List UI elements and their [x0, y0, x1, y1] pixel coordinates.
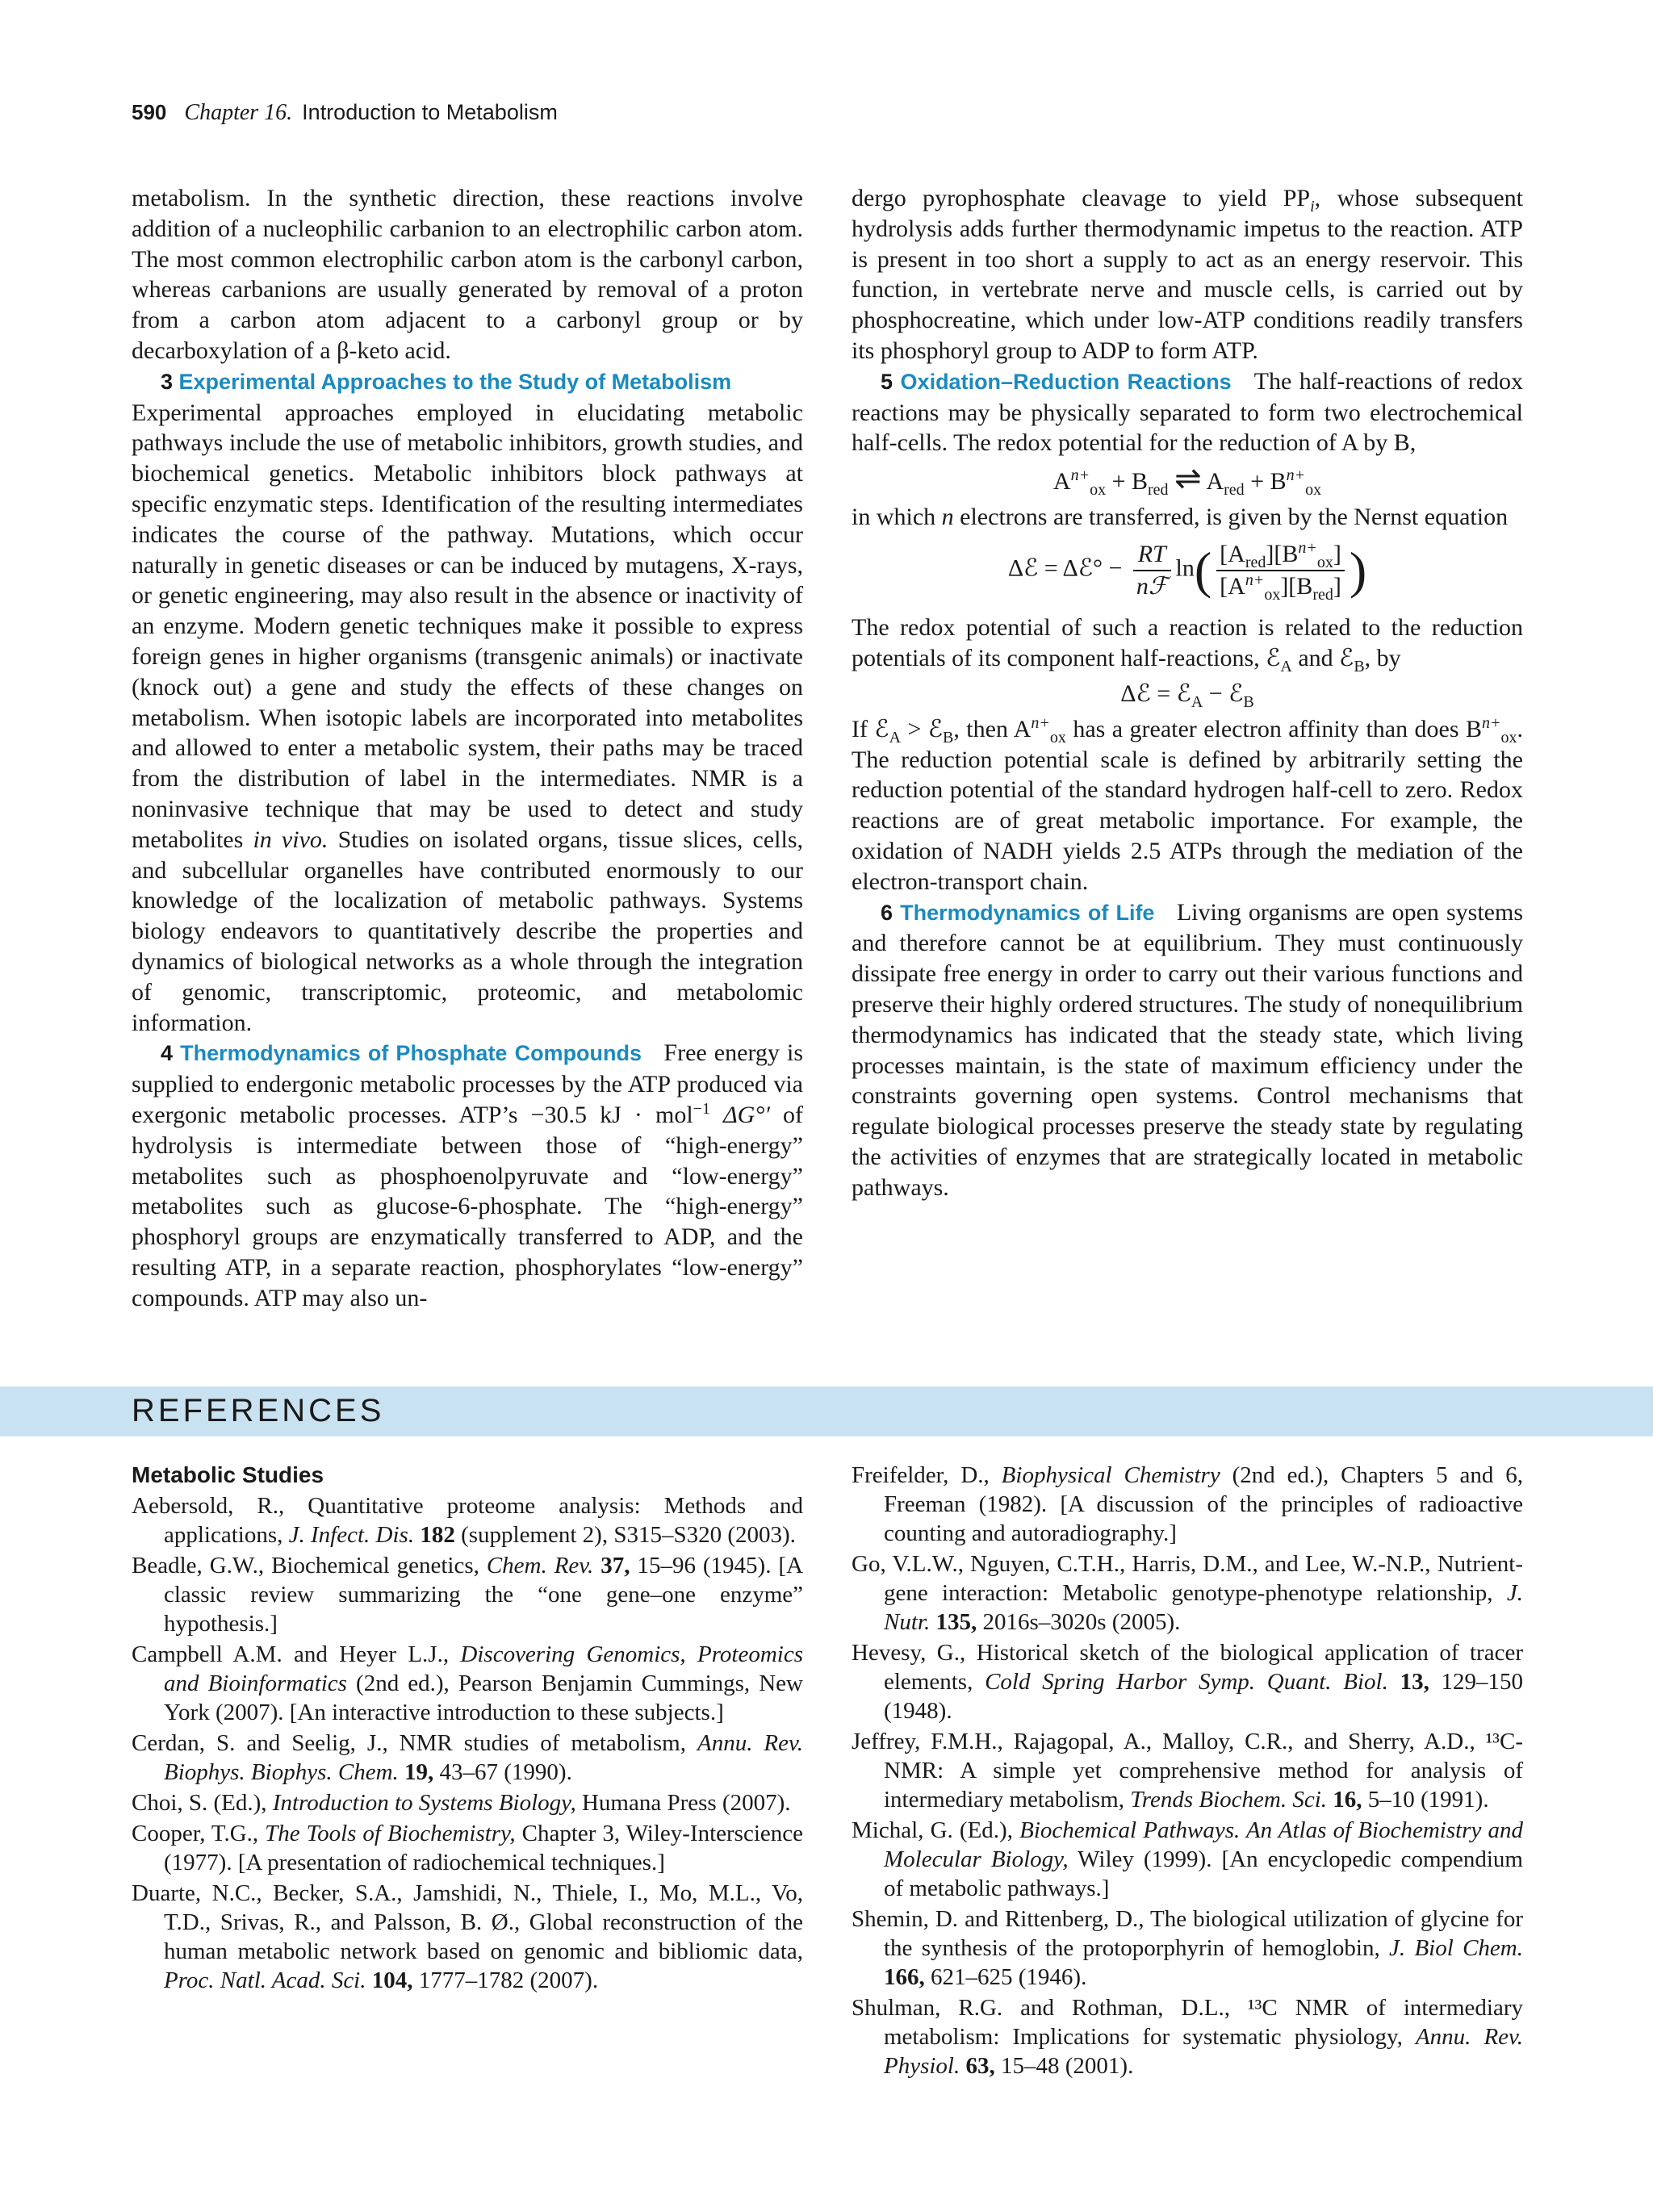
reference-entry: [132, 1491, 803, 1549]
reference-entry: [132, 1879, 803, 1995]
reference-pre: Duarte, N.C., Becker, S.A., Jamshidi, N., Thiele, I., Mo, M.L., Vo, T.D., Srivas, R., and Palsson, B. Ø., Global reconstruction of the human metabolic network based on genomic and bibliomic data,: [132, 1880, 803, 1964]
reference-entry: [852, 1905, 1523, 1992]
eq-numerator: RT: [1133, 539, 1171, 571]
eq-subscript: A: [889, 728, 902, 746]
left-column: [132, 183, 803, 1313]
section-title: Experimental Approaches to the Study of Metabolism: [178, 369, 732, 394]
reference-entry: [132, 1640, 803, 1727]
reference-entry: [852, 1461, 1523, 1548]
reference-bold: 182: [420, 1522, 455, 1548]
chapter-label: Chapter 16.: [184, 100, 293, 125]
text-run: . The reduction potential scale is defined by arbitrarily setting the reduction potential of the standard hydrogen half-cell to zero. Redox reactions are of great metabolic importance. For example, the oxidation of NADH yields 2.5 ATPs through the mediation of the electron-transport chain.: [852, 715, 1523, 895]
reference-pre: Beadle, G.W., Biochemical genetics,: [132, 1553, 479, 1579]
reference-post: 1777–1782 (2007).: [418, 1967, 599, 1993]
section-3-paragraph: [132, 398, 803, 1039]
eq-symbol: ℰ: [1266, 645, 1281, 672]
text-run: electrons are transferred, is given by the Nernst equation: [960, 503, 1509, 530]
text-run: If: [852, 715, 868, 742]
section-5-text-d: [852, 714, 1523, 897]
reference-post: 2016s–3020s (2005).: [982, 1609, 1181, 1635]
equilibrium-arrow-icon: ⇌: [1174, 460, 1202, 497]
eq-subscript: ox: [1316, 553, 1333, 571]
eq-superscript: n+: [1070, 466, 1090, 485]
text-run: The redox potential of such a reaction is related to the reduction potentials of its component half-reactions,: [852, 614, 1523, 672]
eq-lhs: Δℰ = ℰ: [1120, 679, 1191, 707]
section-title: Thermodynamics of Life: [900, 900, 1155, 925]
reference-post: (2nd ed.), Pearson Benjamin Cummings, New York (2007). [An interactive introduction to these subjects.]: [164, 1670, 803, 1725]
reference-bold: 16,: [1333, 1787, 1362, 1813]
text-run: and: [1298, 645, 1333, 672]
text-run: Experimental approaches employed in elucidating metabolic pathways include the use of metabolic inhibitors, growth studies, and biochemical genetics. Metabolic inhibitors block pathways at specific enzymatic steps. Identification of the resulting intermediates indicates the course of the pathway. Mutations, which occur naturally in genetic diseases or can be induced by mutagens, X-rays, or genetic engineering, may also result in the absence or inactivity of an enzyme. Modern genetic techniques make it possible to express foreign genes in higher organisms (transgenic animals) or inactivate (knock out) a gene and study the effects of these changes on metabolism. When isotopic labels are incorporated into metabolites and allowed to enter a metabolic system, their paths may be traced from the distribution of label in the intermediates. NMR is a noninvasive technique that may be used to detect and study metabolites: [132, 399, 803, 853]
references-left-column: [132, 1461, 803, 1997]
eq-fraction-rt-nf: [1133, 539, 1171, 602]
section-title: Oxidation–Reduction Reactions: [900, 369, 1232, 394]
reference-post: (2nd ed.), Chapters 5 and 6, Freeman (1982). [A discussion of the principles of radioactive counting and autoradiography.]: [884, 1462, 1523, 1546]
reference-entry: [852, 1727, 1523, 1814]
reference-pre: Shemin, D. and Rittenberg, D., The biological utilization of glycine for the synthesis of the protoporphyrin of hemoglobin,: [852, 1906, 1523, 1961]
reference-bold: 63,: [965, 2053, 995, 2079]
eq-denominator: nℱ: [1136, 572, 1168, 600]
section-number: 6: [881, 900, 893, 925]
eq-superscript: n+: [1286, 466, 1306, 485]
references-right-column: [852, 1461, 1523, 2082]
eq-subscript: ox: [1305, 481, 1322, 500]
reference-entry: [852, 1816, 1523, 1903]
reference-pre: Cooper, T.G.,: [132, 1821, 259, 1846]
section-number: 5: [881, 369, 893, 394]
intro-paragraph: metabolism. In the synthetic direction, these reactions involve addition of a nucleophilic carbanion to an electrophilic carbon atom. The most common electrophilic carbon atom is the carbonyl carbon, whereas carbanions are usually generated by removal of a proton from a carbon atom adjacent to a carbonyl group or by decarboxylation of a β-keto acid.: [132, 185, 803, 364]
section-5-text-c: [852, 613, 1523, 674]
reference-pre: Cerdan, S. and Seelig, J., NMR studies of metabolism,: [132, 1730, 686, 1756]
section-3-heading: [132, 366, 803, 398]
eq-subscript: ox: [1049, 728, 1066, 746]
reference-post: 621–625 (1946).: [931, 1964, 1087, 1990]
delta-g-symbol: ΔG°′: [723, 1101, 770, 1128]
eq-superscript: n+: [1031, 713, 1050, 732]
text-run: Studies on isolated organs, tissue slices, cells, and subcellular organelles have contributed enormously to our knowledge of the localization of metabolic pathways. Systems biology endeavors to quantitatively describe the properties and dynamics of biological networks as a whole through the integration of genomic, transcriptomic, proteomic, and metabolomic information.: [132, 826, 804, 1036]
eq-fraction-concentrations: [1216, 539, 1345, 602]
chapter-title: Introduction to Metabolism: [302, 100, 558, 124]
reference-ital: Annu. Rev. Biophys. Biophys. Chem.: [164, 1730, 803, 1785]
section-6-paragraph: [852, 897, 1523, 1203]
eq-symbol: B: [1465, 715, 1482, 742]
eq-operator: >: [907, 715, 922, 742]
eq-subscript: B: [1243, 692, 1254, 711]
eq-numerator: $[A_{red}][B^{n+}_{ox}]$: [1216, 539, 1345, 571]
reference-ital: Introduction to Systems Biology,: [272, 1790, 576, 1816]
left-paren-icon: (: [1194, 541, 1212, 599]
reference-post: Humana Press (2007).: [581, 1790, 791, 1816]
eq-subscript: ox: [1500, 728, 1517, 746]
eq-symbol: A: [1206, 468, 1224, 496]
superscript: −1: [693, 1099, 710, 1118]
right-paren-icon: ): [1349, 541, 1367, 599]
eq-subscript: A: [1191, 692, 1203, 711]
reference-bold: 13,: [1400, 1669, 1429, 1695]
reference-post: 43–67 (1990).: [439, 1759, 572, 1785]
eq-text: B: [1282, 540, 1299, 567]
reference-post: (supplement 2), S315–S320 (2003).: [461, 1522, 796, 1548]
text-run: The half-reactions of redox reactions may be physically separated to form two electrochemical half-cells. The redox potential for the reduction of A by B,: [852, 367, 1524, 457]
reference-entry: [132, 1788, 803, 1817]
eq-symbol: A: [1052, 468, 1071, 496]
eq-superscript: n+: [1245, 571, 1265, 589]
reference-pre: Aebersold, R., Quantitative proteome analysis: Methods and applications,: [132, 1493, 803, 1548]
eq-operator: +: [1250, 468, 1265, 496]
potential-difference-equation: [852, 679, 1523, 709]
italic-run: n: [941, 503, 954, 530]
reference-list-left: [132, 1491, 803, 1995]
reference-pre: Jeffrey, F.M.H., Rajagopal, A., Malloy, C.R., and Sherry, A.D., ¹³C-NMR: A simple yet comprehensive method for analysis of intermediary metabolism,: [852, 1729, 1523, 1813]
eq-operator: +: [1111, 468, 1126, 496]
reference-ital: Trends Biochem. Sci.: [1130, 1787, 1328, 1813]
reference-ital: Cold Spring Harbor Symp. Quant. Biol.: [985, 1669, 1388, 1695]
page-number: 590: [132, 100, 167, 124]
section-5-paragraph: [852, 366, 1523, 458]
reference-ital: J. Infect. Dis.: [288, 1522, 415, 1548]
eq-symbol: A: [1013, 715, 1032, 742]
nernst-equation: [852, 539, 1523, 602]
reference-ital: Biophysical Chemistry: [1001, 1462, 1220, 1488]
reference-post: 15–48 (2001).: [1001, 2053, 1134, 2079]
reference-ital: Chem. Rev.: [486, 1553, 594, 1579]
eq-superscript: n+: [1298, 538, 1317, 557]
reference-entry: [852, 1993, 1523, 2080]
eq-lhs: Δℰ = Δℰ° −: [1007, 554, 1123, 582]
eq-symbol: ℰ: [927, 715, 944, 742]
reference-ital: Annu. Rev. Physiol.: [884, 2024, 1524, 2079]
section-number: 4: [161, 1041, 174, 1066]
text-run: dergo pyrophosphate cleavage to yield PP: [852, 185, 1311, 211]
eq-ln: ln: [1175, 554, 1195, 582]
eq-symbol: B: [1270, 468, 1287, 496]
eq-symbol: ℰ: [874, 715, 889, 742]
text-run: Free energy is supplied to endergonic metabolic processes by the ATP produced via exergonic metabolic processes. ATP’s −30.5 kJ · mol: [132, 1039, 804, 1128]
text-run: has a greater electron affinity than does: [1073, 715, 1459, 742]
reference-pre: Campbell A.M. and Heyer L.J.,: [132, 1641, 450, 1667]
eq-subscript: B: [943, 728, 954, 746]
reference-pre: Michal, G. (Ed.),: [852, 1817, 1013, 1843]
eq-subscript: red: [1224, 481, 1245, 500]
reference-pre: Freifelder, D.,: [852, 1462, 990, 1488]
eq-subscript: red: [1148, 481, 1169, 500]
reference-pre: Choi, S. (Ed.),: [132, 1790, 267, 1816]
reference-post: 5–10 (1991).: [1367, 1787, 1489, 1813]
eq-subscript: B: [1354, 658, 1365, 676]
eq-subscript: ox: [1090, 481, 1107, 500]
reference-ital: Discovering Genomics, Proteomics and Bioinformatics: [164, 1641, 803, 1696]
reference-bold: 19,: [404, 1759, 434, 1785]
subscript: i: [1310, 198, 1315, 215]
eq-text: B: [1296, 572, 1313, 600]
eq-rhs: − ℰ: [1208, 679, 1244, 707]
reference-pre: Hevesy, G., Historical sketch of the biological application of tracer elements,: [852, 1640, 1523, 1695]
reference-ital: Biochemical Pathways. An Atlas of Biochemistry and Molecular Biology,: [884, 1817, 1523, 1872]
reference-post: 15–96 (1945). [A classic review summarizing the “one gene–one enzyme” hypothesis.]: [164, 1553, 804, 1637]
reference-pre: Go, V.L.W., Nguyen, C.T.H., Harris, D.M., and Lee, W.-N.P., Nutrient-gene interaction: Metabolic genotype-phenotype relationship,: [852, 1551, 1523, 1606]
reference-bold: 104,: [371, 1967, 413, 1993]
eq-denominator: $[A^{n+}_{ox}][B_{red}]$: [1220, 571, 1341, 604]
section-5-text-b: [852, 502, 1523, 533]
continued-paragraph: [852, 183, 1523, 366]
reference-ital: Proc. Natl. Acad. Sci.: [164, 1967, 366, 1993]
reference-post: Chapter 3, Wiley-Interscience (1977). [A presentation of radiochemical techniques.]: [164, 1821, 804, 1875]
reference-post: Wiley (1999). [An encyclopedic compendium of metabolic pathways.]: [884, 1846, 1523, 1901]
reference-entry: [132, 1819, 803, 1877]
text-run: , by: [1364, 645, 1401, 672]
eq-subscript: ox: [1264, 585, 1281, 604]
eq-symbol: B: [1132, 468, 1149, 496]
eq-subscript: red: [1312, 585, 1333, 604]
text-run: of hydrolysis is intermediate between those of “high-energy” metabolites such as phosphoenolpyruvate and “low-energy” metabolites such as glucose-6-phosphate. The “high-energy” phosphoryl groups are enzymatically transferred to ADP, and the resulting ATP, in a separate reaction, phosphorylates “low-energy” compounds. ATP may also un-: [132, 1101, 804, 1311]
reference-entry: [132, 1551, 803, 1638]
text-run: , then: [953, 715, 1008, 742]
references-heading: REFERENCES: [132, 1393, 385, 1428]
italic-run: in vivo.: [253, 826, 329, 853]
eq-subscript: red: [1245, 553, 1266, 571]
reference-ital: J. Nutr.: [884, 1580, 1524, 1635]
eq-text: [A: [1220, 572, 1245, 600]
text-run: in which: [852, 503, 936, 530]
reference-ital: The Tools of Biochemistry,: [265, 1821, 516, 1846]
reference-list-right: [852, 1461, 1523, 2080]
reference-post: 129–150 (1948).: [884, 1669, 1524, 1724]
eq-subscript: A: [1280, 658, 1292, 676]
text-run: Living organisms are open systems and therefore cannot be at equilibrium. They must continuously dissipate free energy in order to carry out their various functions and preserve their highly ordered structures. The study of nonequilibrium thermodynamics has indicated that the steady state, which living processes maintain, is the state of maximum efficiency under the constraints governing open systems. Control mechanisms that regulate biological processes preserve the steady state by regulating the activities of enzymes that are strategically located in metabolic pathways.: [852, 898, 1524, 1201]
reference-entry: [132, 1729, 803, 1787]
reference-ital: J. Biol Chem.: [1389, 1935, 1523, 1961]
reference-pre: Shulman, R.G. and Rothman, D.L., ¹³C NMR of intermediary metabolism: Implications for systematic physiology,: [852, 1995, 1523, 2050]
redox-reaction-equation: [852, 460, 1523, 500]
references-subheading: Metabolic Studies: [132, 1462, 324, 1487]
reference-entry: [852, 1638, 1523, 1725]
reference-bold: 135,: [935, 1609, 977, 1635]
reference-entry: [852, 1549, 1523, 1637]
text-run: , whose subsequent hydrolysis adds further thermodynamic impetus to the reaction. ATP is present in too short a supply to act as an energy reservoir. This function, in vertebrate nerve and muscle cells, is carried out by phosphocreatine, which under low-ATP conditions readily transfers its phosphoryl group to ADP to form ATP.: [852, 185, 1523, 364]
right-column: [852, 183, 1523, 1203]
running-header: [132, 100, 558, 132]
eq-symbol: ℰ: [1339, 645, 1354, 672]
reference-bold: 37,: [601, 1553, 630, 1579]
eq-text: [A: [1220, 540, 1245, 567]
section-title: Thermodynamics of Phosphate Compounds: [180, 1041, 642, 1066]
section-number: 3: [161, 369, 174, 394]
reference-bold: 166,: [884, 1964, 925, 1990]
eq-superscript: n+: [1482, 713, 1501, 732]
section-4-paragraph: [132, 1038, 803, 1313]
